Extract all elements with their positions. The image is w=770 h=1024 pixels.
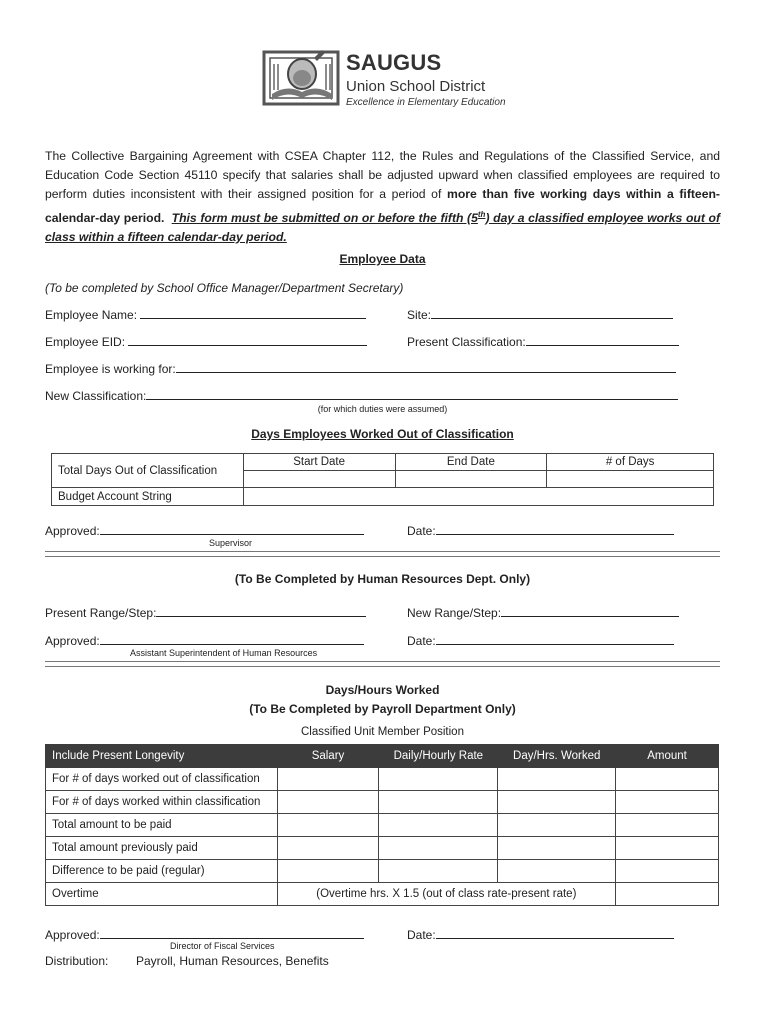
approval3-date-field[interactable] [436, 926, 674, 939]
approval3-label: Approved: [45, 928, 100, 942]
amount-cell[interactable] [616, 814, 719, 837]
row-label: Difference to be paid (regular) [46, 860, 278, 883]
employee-eid-label: Employee EID: [45, 335, 126, 349]
days-table [51, 453, 714, 506]
intro-text: The Collective Bargaining Agreement with CSEA Chapter 112, the Rules and Regulations of the Classified Service, and Education Code Section 45110 specify that salaries shall be adjusted upward when classified employees are required to perform duties inconsistent with their assigned position for a period of [45, 149, 720, 202]
employee-name-label: Employee Name: [45, 308, 138, 322]
row-label: Overtime [46, 883, 278, 906]
present-classification-label: Present Classification: [407, 335, 526, 349]
present-range-label: Present Range/Step: [45, 606, 157, 620]
intro-emphasis-b: ) day a classified employee works out of class within a fifteen calendar-day period. [45, 210, 720, 244]
employee-eid-row [45, 333, 367, 349]
total-days-label: Total Days Out of Classification [52, 454, 244, 488]
budget-account-cell[interactable] [243, 488, 713, 506]
approval1-date-row [407, 522, 674, 538]
end-date-cell[interactable] [395, 471, 547, 488]
approval3-role: Director of Fiscal Services [170, 941, 275, 951]
new-range-field[interactable] [501, 604, 679, 617]
approval3-row [45, 926, 364, 942]
approval2-signature-field[interactable] [100, 632, 364, 645]
intro-paragraph [45, 147, 720, 247]
district-logo [262, 44, 342, 110]
approval2-role: Assistant Superintendent of Human Resources [130, 648, 318, 658]
present-range-field[interactable] [156, 604, 366, 617]
new-classification-label: New Classification: [45, 389, 147, 403]
table-row [46, 791, 719, 814]
amount-cell[interactable] [616, 860, 719, 883]
col-worked: Day/Hrs. Worked [498, 745, 616, 768]
rate-cell[interactable] [379, 768, 498, 791]
overtime-note: (Overtime hrs. X 1.5 (out of class rate-present rate) [277, 883, 616, 906]
approval3-date-row [407, 926, 674, 942]
employee-name-field[interactable] [140, 306, 366, 319]
present-classification-field[interactable] [526, 333, 679, 346]
worked-cell[interactable] [498, 791, 616, 814]
distribution-label: Distribution: [45, 954, 109, 968]
working-for-label: Employee is working for: [45, 362, 176, 376]
num-days-cell[interactable] [547, 471, 714, 488]
new-range-label: New Range/Step: [407, 606, 502, 620]
approval2-row [45, 632, 364, 648]
intro-emphasis-a: This form must be submitted on or before the fifth (5 [171, 210, 478, 225]
working-for-field[interactable] [176, 360, 676, 373]
approval1-date-field[interactable] [436, 522, 674, 535]
district-tagline: Excellence in Elementary Education [346, 97, 506, 108]
present-range-row [45, 604, 366, 620]
approval1-row [45, 522, 364, 538]
approval1-date-label: Date: [407, 524, 436, 538]
rate-cell[interactable] [379, 791, 498, 814]
rate-cell[interactable] [379, 860, 498, 883]
new-classification-field[interactable] [146, 387, 678, 400]
approval1-label: Approved: [45, 524, 100, 538]
table-row [46, 860, 719, 883]
rate-cell[interactable] [379, 814, 498, 837]
overtime-amount-cell[interactable] [616, 883, 719, 906]
salary-cell[interactable] [277, 814, 379, 837]
payroll-heading-1: Days/Hours Worked [325, 683, 440, 697]
approval1-role: Supervisor [209, 538, 253, 548]
worked-cell[interactable] [498, 814, 616, 837]
start-date-cell[interactable] [243, 471, 395, 488]
section-divider-2 [45, 661, 720, 667]
col-rate: Daily/Hourly Rate [379, 745, 498, 768]
amount-cell[interactable] [616, 837, 719, 860]
payroll-table [45, 744, 719, 906]
working-for-row [45, 360, 676, 376]
col-salary: Salary [277, 745, 379, 768]
district-subtitle: Union School District [346, 78, 486, 95]
row-label: For # of days worked within classification [46, 791, 278, 814]
amount-cell[interactable] [616, 791, 719, 814]
end-date-header: End Date [395, 454, 547, 471]
approval2-date-row [407, 632, 674, 648]
col-longevity: Include Present Longevity [46, 745, 278, 768]
hr-section-heading: (To Be Completed by Human Resources Dept. Only) [234, 572, 531, 586]
site-row [407, 306, 673, 322]
site-field[interactable] [431, 306, 673, 319]
table-row [46, 883, 719, 906]
salary-cell[interactable] [277, 791, 379, 814]
approval3-date-label: Date: [407, 928, 436, 942]
employee-name-row [45, 306, 366, 322]
approval3-signature-field[interactable] [100, 926, 364, 939]
table-row [46, 814, 719, 837]
amount-cell[interactable] [616, 768, 719, 791]
salary-cell[interactable] [277, 768, 379, 791]
salary-cell[interactable] [277, 837, 379, 860]
days-section-heading: Days Employees Worked Out of Classification [251, 427, 514, 441]
employee-data-note: (To be completed by School Office Manager/Department Secretary) [45, 281, 404, 295]
intro-bold: more than five working days within a fifteen-calendar-day period. [45, 187, 720, 225]
start-date-header: Start Date [243, 454, 395, 471]
new-classification-note: (for which duties were assumed) [317, 404, 448, 414]
worked-cell[interactable] [498, 860, 616, 883]
section-divider-1 [45, 551, 720, 557]
worked-cell[interactable] [498, 837, 616, 860]
num-days-header: # of Days [547, 454, 714, 471]
row-label: Total amount previously paid [46, 837, 278, 860]
rate-cell[interactable] [379, 837, 498, 860]
site-label: Site: [407, 308, 432, 322]
new-range-row [407, 604, 679, 620]
row-label: For # of days worked out of classification [46, 768, 278, 791]
employee-data-heading: Employee Data [339, 252, 426, 266]
payroll-subheading: Classified Unit Member Position [301, 726, 464, 738]
table-row [46, 768, 719, 791]
intro-emphasis-sup: th [477, 209, 486, 219]
salary-cell[interactable] [277, 860, 379, 883]
col-amount: Amount [616, 745, 719, 768]
employee-eid-field[interactable] [128, 333, 367, 346]
budget-account-label: Budget Account String [52, 488, 244, 506]
table-row [46, 837, 719, 860]
payroll-heading-2: (To Be Completed by Payroll Department Only) [249, 702, 516, 716]
approval2-date-label: Date: [407, 634, 436, 648]
row-label: Total amount to be paid [46, 814, 278, 837]
present-classification-row [407, 333, 679, 349]
approval2-date-field[interactable] [436, 632, 674, 645]
distribution-value: Payroll, Human Resources, Benefits [136, 954, 329, 968]
approval2-label: Approved: [45, 634, 100, 648]
worked-cell[interactable] [498, 768, 616, 791]
new-classification-row [45, 387, 678, 403]
approval1-signature-field[interactable] [100, 522, 364, 535]
district-name: SAUGUS [346, 50, 442, 75]
